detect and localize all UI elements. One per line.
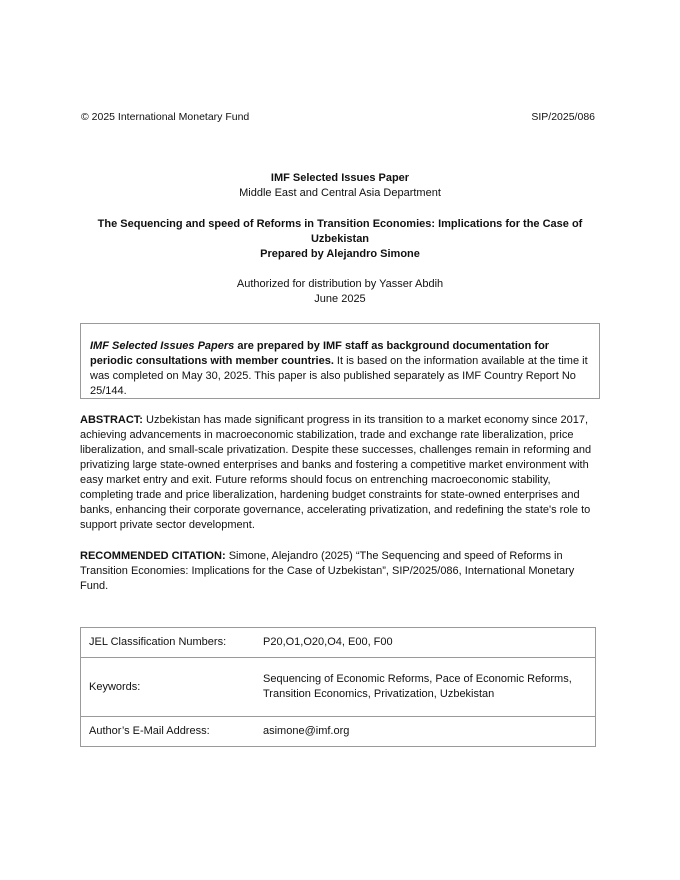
- email-value[interactable]: asimone@imf.org: [255, 717, 596, 747]
- keywords-value: [255, 658, 596, 717]
- keywords-line-1: Sequencing of Economic Reforms, Pace of Economic Reforms,: [263, 673, 572, 685]
- citation-text: Simone, Alejandro (2025) “The Sequencing and speed of Reforms in Transition Economies: Implications for the Case of Uzbekistan”, SIP/2025/086, International Monetary Fund.: [80, 550, 575, 592]
- series-title: IMF Selected Issues Paper: [270, 172, 410, 184]
- metadata-table: [80, 627, 596, 747]
- disclaimer-plain-text: It is based on the information available at the time it was completed on May 30, 2025. This paper is also published separately as IMF Country Report No 25/144.: [90, 355, 588, 397]
- disclaimer-box: [80, 323, 600, 399]
- table-row: [81, 628, 596, 658]
- authorized-by: Authorized for distribution by Yasser Abdih: [236, 278, 444, 290]
- jel-label: JEL Classification Numbers:: [81, 628, 256, 658]
- paper-title-line-2: Uzbekistan: [310, 233, 370, 245]
- paper-title-line-1: The Sequencing and speed of Reforms in Transition Economies: Implications for the Case of: [97, 218, 583, 230]
- jel-value: P20,O1,O20,O4, E00, F00: [255, 628, 596, 658]
- citation-paragraph: [80, 549, 600, 594]
- copyright-notice: © 2025 International Monetary Fund: [81, 111, 250, 123]
- citation-label: RECOMMENDED CITATION:: [80, 550, 226, 562]
- table-row: [81, 717, 596, 747]
- abstract-paragraph: [80, 413, 600, 533]
- disclaimer-series-name: IMF Selected Issues Papers: [90, 340, 235, 352]
- paper-number: SIP/2025/086: [531, 111, 595, 123]
- disclaimer-bold-text: are prepared by IMF staff as background documentation for periodic consultations with member countries.: [90, 340, 550, 367]
- department-name: Middle East and Central Asia Department: [239, 187, 441, 199]
- keywords-line-2: Transition Economics, Privatization, Uzbekistan: [263, 688, 495, 700]
- abstract-text: Uzbekistan has made significant progress in its transition to a market economy since 2017, achieving advancements in macroeconomic stabilization, trade and exchange rate liberalization, price liberalization, and small-scale privatization. Despite these successes, challenges remain in reforming and privatizing large state-owned enterprises and banks and fostering a competitive market environment with easy market entry and exit. Future reforms should focus on entrenching macroeconomic stability, completing trade and price liberalization, hardening budget constraints for state-owned enterprises and banks, enhancing their corporate governance, accelerating privatization, and redefining the state's role to support private sector development.: [80, 414, 592, 531]
- publication-date: June 2025: [314, 293, 366, 305]
- page-header: [81, 111, 595, 123]
- paper-title: [80, 217, 600, 247]
- email-label: Author’s E-Mail Address:: [81, 717, 256, 747]
- table-row: [81, 658, 596, 717]
- keywords-label: Keywords:: [81, 658, 256, 717]
- prepared-by: Prepared by Alejandro Simone: [260, 248, 420, 260]
- abstract-label: ABSTRACT:: [80, 414, 143, 426]
